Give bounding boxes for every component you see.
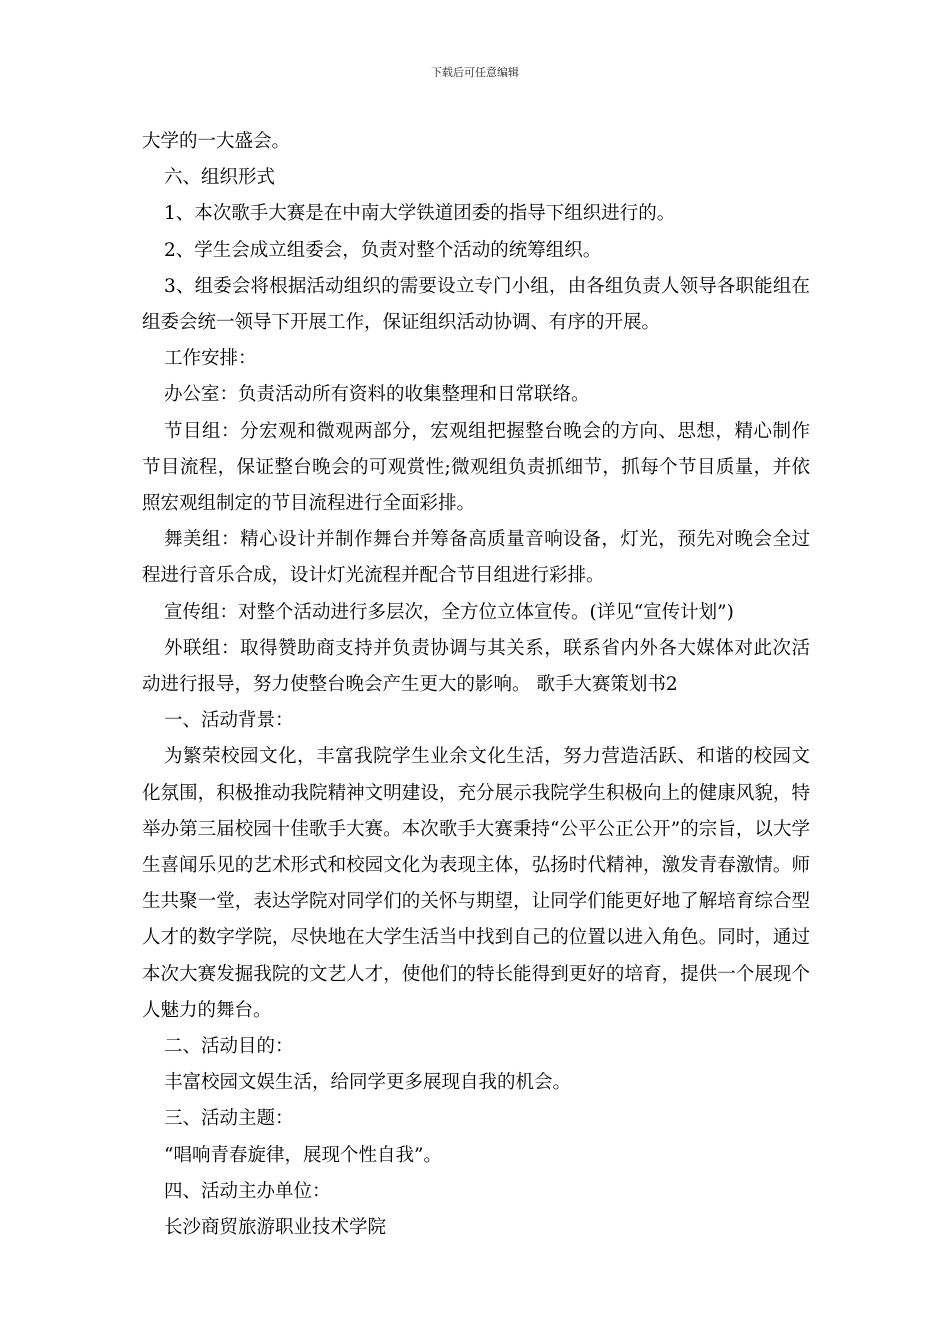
paragraph-theme: “唱响青春旋律，展现个性自我”。: [164, 1144, 442, 1166]
paragraph-item-2: 2、学生会成立组委会，负责对整个活动的统筹组织。: [164, 239, 602, 261]
paragraph-item-3: 3、组委会将根据活动组织的需要设立专门小组，由各组负责人领导各职能组在组委会统一领导下开展工作，保证组织活动协调、有序的开展。: [142, 275, 810, 334]
paragraph-background: 为繁荣校园文化，丰富我院学生业余文化生活，努力营造活跃、和谐的校园文化氛围，积极推动我院精神文明建设，充分展示我院学生积极向上的健康风貌，特举办第三届校园十佳歌手大赛。本次歌手大赛秉持“公平公正公开”的宗旨，以大学生喜闻乐见的艺术形式和校园文化为表现主体，弘扬时代精神，激发青春激情。师生共聚一堂，表达学院对同学们的关怀与期望，让同学们能更好地了解培育综合型人才的数字学院，尽快地在大学生活当中找到自己的位置以进入角色。同时，通过本次大赛发掘我院的文艺人才，使他们的特长能得到更好的培育，提供一个展现个人魅力的舞台。: [142, 746, 810, 1021]
paragraph-publicity-group: 宣传组：对整个活动进行多层次，全方位立体宣传。(详见“宣传计划”): [164, 601, 734, 623]
paragraph-continuation: 大学的一大盛会。: [142, 131, 291, 152]
paragraph-office: 办公室：负责活动所有资料的收集整理和日常联络。: [164, 384, 590, 406]
document-body: [142, 124, 810, 1246]
paragraph-purpose: 丰富校园文娱生活，给同学更多展现自我的机会。: [164, 1072, 572, 1094]
paragraph-item-1: 1、本次歌手大赛是在中南大学铁道团委的指导下组织进行的。: [164, 203, 676, 225]
section-heading-organization: 六、组织形式: [164, 167, 276, 189]
paragraph-program-group: 节目组：分宏观和微观两部分，宏观组把握整台晚会的方向、思想，精心制作节目流程，保证整台晚会的可观赏性;微观组负责抓细节，抓每个节目质量，并依照宏观组制定的节目流程进行全面彩排。: [142, 420, 810, 515]
section-heading-purpose: 二、活动目的：: [164, 1036, 294, 1058]
page-header: 下载后可任意编辑: [431, 66, 519, 79]
section-heading-organizer: 四、活动主办单位：: [164, 1180, 331, 1202]
section-heading-background: 一、活动背景：: [164, 710, 294, 732]
section-heading-work-arrangement: 工作安排：: [164, 348, 257, 370]
paragraph-organizer: 长沙商贸旅游职业技术学院: [164, 1217, 387, 1239]
paragraph-stage-group: 舞美组：精心设计并制作舞台并筹备高质量音响设备，灯光，预先对晚会全过程进行音乐合成，设计灯光流程并配合节目组进行彩排。: [142, 529, 810, 587]
paragraph-liaison-group: 外联组：取得赞助商支持并负责协调与其关系，联系省内外各大媒体对此次活动进行报导，努力使整台晚会产生更大的影响。 歌手大赛策划书2: [142, 637, 810, 696]
section-heading-theme: 三、活动主题：: [164, 1108, 294, 1130]
